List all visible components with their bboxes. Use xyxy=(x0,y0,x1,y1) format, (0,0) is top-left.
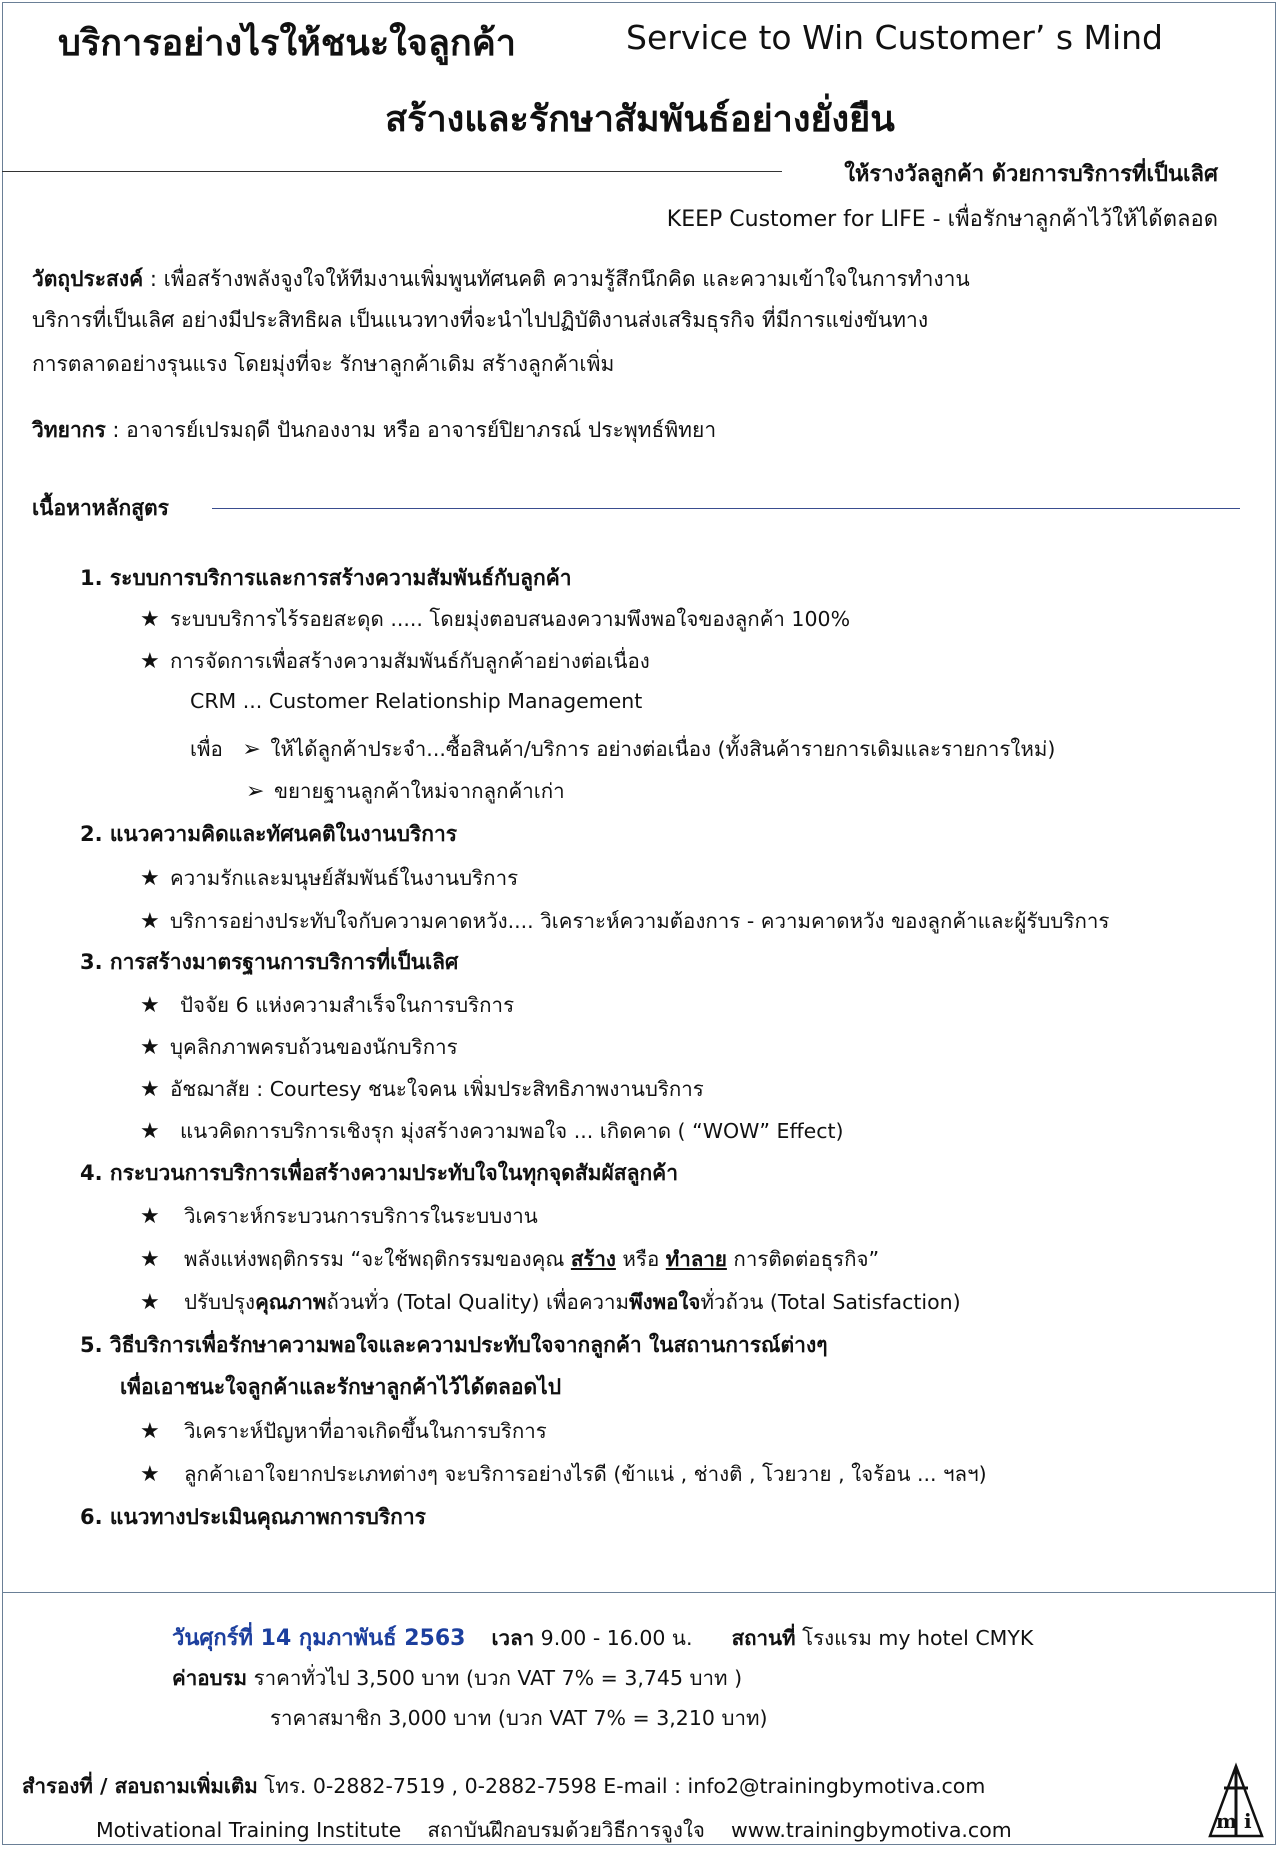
objective-line-1 xyxy=(32,259,970,299)
fee-general-line xyxy=(172,1662,742,1695)
star-icon: ★ xyxy=(140,1119,160,1144)
title-thai: บริการอย่างไรให้ชนะใจลูกค้า xyxy=(58,23,516,64)
star-icon: ★ xyxy=(140,1419,160,1444)
s4-bullet-3: ★ ปรับปรุงคุณภาพถ้วนทั่ว (Total Quality) เพื่อความพึงพอใจทั่วถ้วน (Total Satisfaction) xyxy=(140,1290,961,1315)
s3-bullet-1: ★ ปัจจัย 6 แห่งความสำเร็จในการบริการ xyxy=(140,993,515,1018)
org-website[interactable]: www.trainingbymotiva.com xyxy=(730,1818,1012,1842)
contact-line xyxy=(22,1770,985,1803)
section-2-heading: 2. แนวความคิดและทัศนคติในงานบริการ xyxy=(80,822,458,846)
objective-text-1: : เพื่อสร้างพลังจูงใจให้ทีมงานเพิ่มพูนทัศนคติ ความรู้สึกนึกคิด และความเข้าใจในการทำงาน xyxy=(143,267,970,291)
event-date: วันศุกร์ที่ 14 กุมภาพันธ์ 2563 xyxy=(172,1626,466,1651)
s3-bullet-3: ★ อัชฌาสัย : Courtesy ชนะใจคน เพิ่มประสิทธิภาพงานบริการ xyxy=(140,1077,704,1102)
star-icon: ★ xyxy=(140,607,160,632)
section-3-heading: 3. การสร้างมาตรฐานการบริการที่เป็นเลิศ xyxy=(80,950,459,974)
fee-label: ค่าอบรม xyxy=(172,1666,248,1690)
s4-bullet-2: ★ พลังแห่งพฤติกรรม “จะใช้พฤติกรรมของคุณ สร้าง หรือ ทำลาย การติดต่อธุรกิจ” xyxy=(140,1247,880,1272)
speaker-text: : อาจารย์เปรมฤดี ปันกองงาม หรือ อาจารย์ปิยาภรณ์ ประพุทธ์พิทยา xyxy=(105,418,717,442)
s5-bullet-2: ★ ลูกค้าเอาใจยากประเภทต่างๆ จะบริการอย่างไรดี (ข้าแน่ , ช่างติ , โวยวาย , ใจร้อน ... ฯลฯ) xyxy=(140,1462,987,1487)
s3-bullet-2: ★ บุคลิกภาพครบถ้วนของนักบริการ xyxy=(140,1035,458,1060)
footer-divider xyxy=(2,1592,1276,1593)
event-place: โรงแรม my hotel CMYK xyxy=(795,1626,1034,1650)
speaker-label: วิทยากร xyxy=(32,418,106,442)
fee-general: ราคาทั่วไป 3,500 บาท (บวก VAT 7% = 3,745 บาท ) xyxy=(247,1666,743,1690)
s4-bullet-1: ★ วิเคราะห์กระบวนการบริการในระบบงาน xyxy=(140,1204,538,1229)
org-name-en: Motivational Training Institute xyxy=(96,1818,402,1842)
star-icon: ★ xyxy=(140,1290,160,1315)
s1-for-line: เพื่อ ➢ ให้ได้ลูกค้าประจำ...ซื้อสินค้า/บริการ อย่างต่อเนื่อง (ทั้งสินค้ารายการเดิมและรายการใหม่) xyxy=(190,737,1056,762)
event-line xyxy=(172,1620,1033,1655)
svg-text:i: i xyxy=(1244,1809,1252,1833)
underline-create: สร้าง xyxy=(570,1247,616,1271)
star-icon: ★ xyxy=(140,1204,160,1229)
s2-bullet-2: ★ บริการอย่างประทับใจกับความคาดหวัง.... วิเคราะห์ความต้องการ - ความคาดหวัง ของลูกค้าและผู้รับบริการ xyxy=(140,909,1110,934)
s3-bullet-4: ★ แนวคิดการบริการเชิงรุก มุ่งสร้างความพอใจ ... เกิดคาด ( “WOW” Effect) xyxy=(140,1119,844,1144)
tagline-1: ให้รางวัลลูกค้า ด้วยการบริการที่เป็นเลิศ xyxy=(844,162,1218,187)
star-icon: ★ xyxy=(140,649,160,674)
section-6-heading: 6. แนวทางประเมินคุณภาพการบริการ xyxy=(80,1505,426,1529)
section-5-line-2: เพื่อเอาชนะใจลูกค้าและรักษาลูกค้าไว้ได้ตลอดไป xyxy=(120,1375,562,1399)
header-rule xyxy=(2,171,782,172)
speaker-line xyxy=(32,410,716,450)
event-time: 9.00 - 16.00 น. xyxy=(534,1626,693,1650)
content-rule xyxy=(212,508,1240,509)
star-icon: ★ xyxy=(140,1077,160,1102)
objective-line-2: บริการที่เป็นเลิศ อย่างมีประสิทธิผล เป็นแนวทางที่จะนำไปปฏิบัติงานส่งเสริมธุรกิจ ที่มีการแข่งขันทาง xyxy=(32,308,929,332)
svg-text:m: m xyxy=(1216,1809,1238,1833)
org-name-th: สถาบันฝึกอบรมด้วยวิธีการจูงใจ xyxy=(427,1818,705,1842)
crm-line: CRM ... Customer Relationship Management xyxy=(190,689,643,713)
time-label: เวลา xyxy=(491,1626,535,1650)
s1-arrow-2: ➢ ขยายฐานลูกค้าใหม่จากลูกค้าเก่า xyxy=(246,779,565,804)
arrow-icon: ➢ xyxy=(242,737,261,762)
star-icon: ★ xyxy=(140,909,160,934)
contact-label: สำรองที่ / สอบถามเพิ่มเติม xyxy=(22,1774,258,1798)
star-icon: ★ xyxy=(140,866,160,891)
section-4-heading: 4. กระบวนการบริการเพื่อสร้างความประทับใจในทุกจุดสัมผัสลูกค้า xyxy=(80,1161,679,1185)
s1-bullet-1: ★ ระบบบริการไร้รอยสะดุด ..... โดยมุ่งตอบสนองความพึงพอใจของลูกค้า 100% xyxy=(140,607,851,632)
star-icon: ★ xyxy=(140,1462,160,1487)
objective-line-3: การตลาดอย่างรุนแรง โดยมุ่งที่จะ รักษาลูกค้าเดิม สร้างลูกค้าเพิ่ม xyxy=(32,352,615,376)
objective-label: วัตถุประสงค์ xyxy=(32,267,144,291)
section-1-heading: 1. ระบบการบริการและการสร้างความสัมพันธ์กับลูกค้า xyxy=(80,566,572,590)
s1-bullet-2: ★ การจัดการเพื่อสร้างความสัมพันธ์กับลูกค้าอย่างต่อเนื่อง xyxy=(140,649,650,674)
place-label: สถานที่ xyxy=(731,1626,796,1650)
star-icon: ★ xyxy=(140,993,160,1018)
section-5-heading: 5. วิธีบริการเพื่อรักษาความพอใจและความประทับใจจากลูกค้า ในสถานการณ์ต่างๆ xyxy=(80,1333,828,1357)
content-heading: เนื้อหาหลักสูตร xyxy=(32,496,169,520)
mti-logo-icon xyxy=(1208,1762,1264,1840)
org-line xyxy=(96,1814,1012,1847)
s2-bullet-1: ★ ความรักและมนุษย์สัมพันธ์ในงานบริการ xyxy=(140,866,519,891)
tagline-2: KEEP Customer for LIFE - เพื่อรักษาลูกค้าไว้ให้ได้ตลอด xyxy=(666,207,1218,232)
star-icon: ★ xyxy=(140,1247,160,1272)
contact-phone-email: โทร. 0-2882-7519 , 0-2882-7598 E-mail : info2@trainingbymotiva.com xyxy=(257,1774,986,1798)
star-icon: ★ xyxy=(140,1035,160,1060)
fee-member: ราคาสมาชิก 3,000 บาท (บวก VAT 7% = 3,210 บาท) xyxy=(270,1706,768,1730)
underline-destroy: ทำลาย xyxy=(665,1247,727,1271)
arrow-icon: ➢ xyxy=(246,779,265,804)
subtitle: สร้างและรักษาสัมพันธ์อย่างยั่งยืน xyxy=(385,99,895,140)
title-english: Service to Win Customer’ s Mind xyxy=(626,18,1164,57)
s5-bullet-1: ★ วิเคราะห์ปัญหาที่อาจเกิดขึ้นในการบริการ xyxy=(140,1419,547,1444)
